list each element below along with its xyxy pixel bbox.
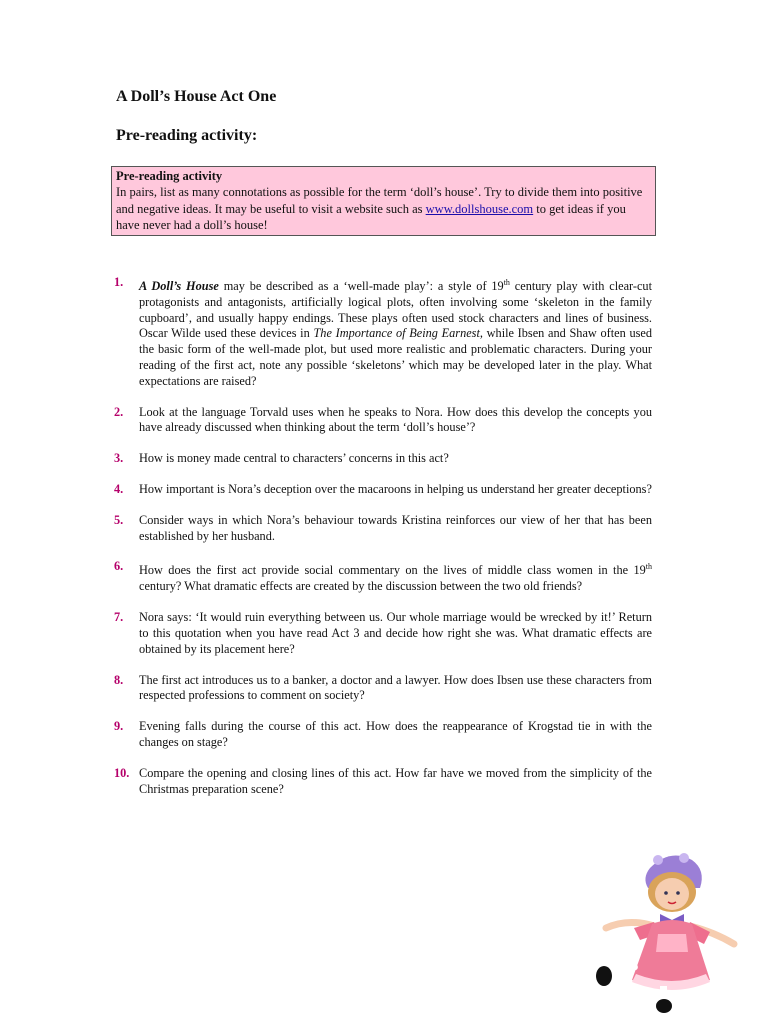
superscript: th <box>645 562 652 572</box>
question-text: How is money made central to characters’ concerns in this act? <box>139 451 449 466</box>
question-text: The first act introduces us to a banker, a doctor and a lawyer. How does Ibsen use these characters from respected professions to comment on society? <box>139 672 652 703</box>
question-text-part: while Ibsen and Shaw often used the basic form of the well-made plot, but used more realistic and problematic characters. During your reading of the first act, note any possible ‘skeletons’ which may be developed later in the play. What expectations are raised? <box>139 326 653 388</box>
activity-box <box>111 166 656 236</box>
question-list <box>114 275 652 812</box>
question-text: Nora says: ‘It would ruin everything between us. Our whole marriage would be wrecked by it!’ Return to this quotation when you have read Act 3 and decide how right she was. What dramatic effects are obtained by its placement here? <box>139 610 652 656</box>
play-title: A Doll’s House <box>139 279 219 294</box>
question-number: 4. <box>114 482 124 497</box>
question-number: 6. <box>114 559 124 574</box>
question-1 <box>114 275 652 390</box>
question-text <box>139 559 652 595</box>
question-8 <box>114 673 652 705</box>
question-text-part: century play with clear-cut protagonists and antagonists, artificially logical plots, often involving some ‘skeleton in the family cupboard’, and usually happy endings. These plays often used stock characters and lines of business. Oscar Wilde used these devices in <box>139 279 652 341</box>
doll-icon <box>588 848 754 1014</box>
activity-box-text-end: to get ideas if you have never had a doll’s house! <box>116 201 626 233</box>
superscript: th <box>503 278 510 287</box>
question-2 <box>114 405 652 437</box>
question-3 <box>114 451 652 467</box>
activity-box-title: Pre-reading activity <box>116 169 223 183</box>
question-text: Look at the language Torvald uses when he speaks to Nora. How does this develop the concepts you have already discussed when thinking about the term ‘doll’s house’? <box>139 404 652 435</box>
question-text: Evening falls during the course of this act. How does the reappearance of Krogstad tie in with the changes on stage? <box>139 719 652 749</box>
question-number: 10. <box>114 765 130 780</box>
wilde-title: The Importance of Being Earnest, <box>313 326 483 341</box>
question-number: 1. <box>114 275 124 289</box>
question-number: 7. <box>114 610 124 625</box>
section-heading: Pre-reading activity: <box>116 127 258 144</box>
question-text-part: How does the first act provide social commentary on the lives of middle class women in the 19 <box>139 563 646 578</box>
question-5 <box>114 513 652 545</box>
question-text-part: century? What dramatic effects are created by the discussion between the two old friends? <box>139 579 583 594</box>
question-9 <box>114 719 652 751</box>
question-text-part: may be described as a ‘well-made play’: a style of 19 <box>218 279 504 294</box>
question-4 <box>114 482 652 498</box>
question-number: 3. <box>114 451 124 466</box>
question-number: 8. <box>114 672 124 687</box>
question-7 <box>114 610 652 657</box>
question-text: Consider ways in which Nora’s behaviour towards Kristina reinforces our view of her that has been established by her husband. <box>139 512 652 543</box>
question-number: 5. <box>114 512 124 527</box>
dollshouse-link[interactable]: www.dollshouse.com <box>425 201 534 216</box>
page-title: A Doll’s House Act One <box>116 88 277 105</box>
question-text <box>139 275 652 390</box>
question-6 <box>114 559 652 595</box>
question-10 <box>114 766 652 798</box>
activity-box-text: In pairs, list as many connotations as possible for the term ‘doll’s house’. Try to divide them into positive and negative ideas. It may be useful to visit a website such as <box>116 185 643 216</box>
question-number: 9. <box>114 719 124 734</box>
question-text: Compare the opening and closing lines of this act. How far have we moved from the simplicity of the Christmas preparation scene? <box>139 765 652 796</box>
question-number: 2. <box>114 404 124 419</box>
question-text: How important is Nora’s deception over the macaroons in helping us understand her greater deceptions? <box>139 482 652 497</box>
